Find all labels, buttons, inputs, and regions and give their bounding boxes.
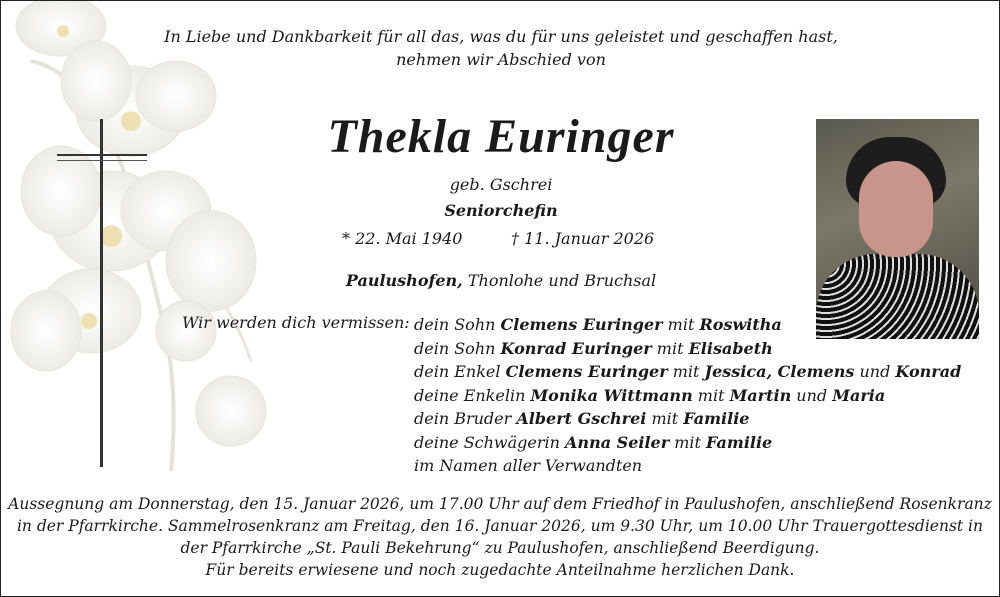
survivor-name: Familie [683,409,750,428]
survivor-relation: mit [651,338,689,358]
survivor-line [414,407,961,431]
survivor-name: Monika Wittmann [530,385,693,405]
survivor-name: Elisabeth [688,338,773,358]
cross-horizontal-thin [57,160,147,161]
survivor-relation: mit [646,409,684,428]
survivor-line [414,454,961,478]
death-date: † 11. Januar 2026 [511,229,655,248]
survivor-relation: im Namen aller Verwandten [414,456,643,475]
survivor-relation: mit [669,432,707,452]
birth-date: * 22. Mai 1940 [342,229,463,248]
survivor-relation: und [854,362,896,381]
portrait-photo [816,119,979,339]
survivor-name: Familie [706,432,773,452]
survivor-relation: dein Bruder [414,409,517,428]
funeral-line-4: Für bereits erwiesene und noch zugedachte Anteilnahme herzlichen Dank. [205,561,795,579]
survivor-relation: dein Sohn [414,315,501,334]
funeral-line-1: Aussegnung am Donnerstag, den 15. Januar 2026, um 17.00 Uhr auf dem Friedhof in Paulushofen, anschließend Rosenkranz [8,495,992,513]
portrait-face [859,161,933,257]
survivor-line [414,384,961,408]
survivor-name: Konrad Euringer [500,338,652,358]
survivor-name: Konrad [895,362,962,381]
survivor-relation: mit [667,362,705,381]
survivor-relation: deine Schwägerin [414,432,566,452]
intro-line-1: In Liebe und Dankbarkeit für all das, was du für uns geleistet und geschaffen hast, [164,27,838,46]
funeral-details [1,493,999,581]
survivor-line [414,431,961,455]
survivors-label: Wir werden dich vermissen: [182,313,410,332]
survivor-relation: mit [662,315,700,334]
survivor-relation: und [791,385,833,405]
survivor-name: Clemens Euringer [505,362,668,381]
intro-line-2: nehmen wir Abschied von [396,50,606,69]
deceased-name: Thekla Euringer [327,110,675,163]
survivor-relation: dein Enkel [414,362,506,381]
survivor-line [414,360,961,384]
survivor-name: Jessica, Clemens [704,362,855,381]
places [201,271,801,290]
place-others: Thonlohe und Bruchsal [462,271,657,290]
survivor-line [414,313,961,337]
survivor-name: Anna Seiler [565,432,670,452]
survivor-name: Roswitha [699,315,782,334]
survivor-name: Martin [729,385,792,405]
maiden-name: geb. Gschrei [449,175,553,194]
survivor-name: Clemens Euringer [500,315,663,334]
survivors-list [414,313,961,478]
place-main: Paulushofen, [345,271,463,290]
orchid-decoration [1,1,301,501]
survivor-line [414,337,961,361]
survivor-name: Albert Gschrei [516,409,647,428]
funeral-line-2: in der Pfarrkirche. Sammelrosenkranz am Freitag, den 16. Januar 2026, um 9.30 Uhr, um 10.00 Uhr Trauergottesdienst in [16,517,984,535]
deceased-title: Seniorchefin [444,201,558,220]
cross-vertical [100,119,103,467]
survivor-relation: deine Enkelin [414,385,531,405]
survivor-relation: dein Sohn [414,338,501,358]
cross-horizontal [57,154,147,156]
survivor-relation: mit [692,385,730,405]
survivor-name: Maria [832,385,886,405]
funeral-line-3: der Pfarrkirche „St. Pauli Bekehrung“ zu Paulushofen, anschließend Beerdigung. [180,539,820,557]
